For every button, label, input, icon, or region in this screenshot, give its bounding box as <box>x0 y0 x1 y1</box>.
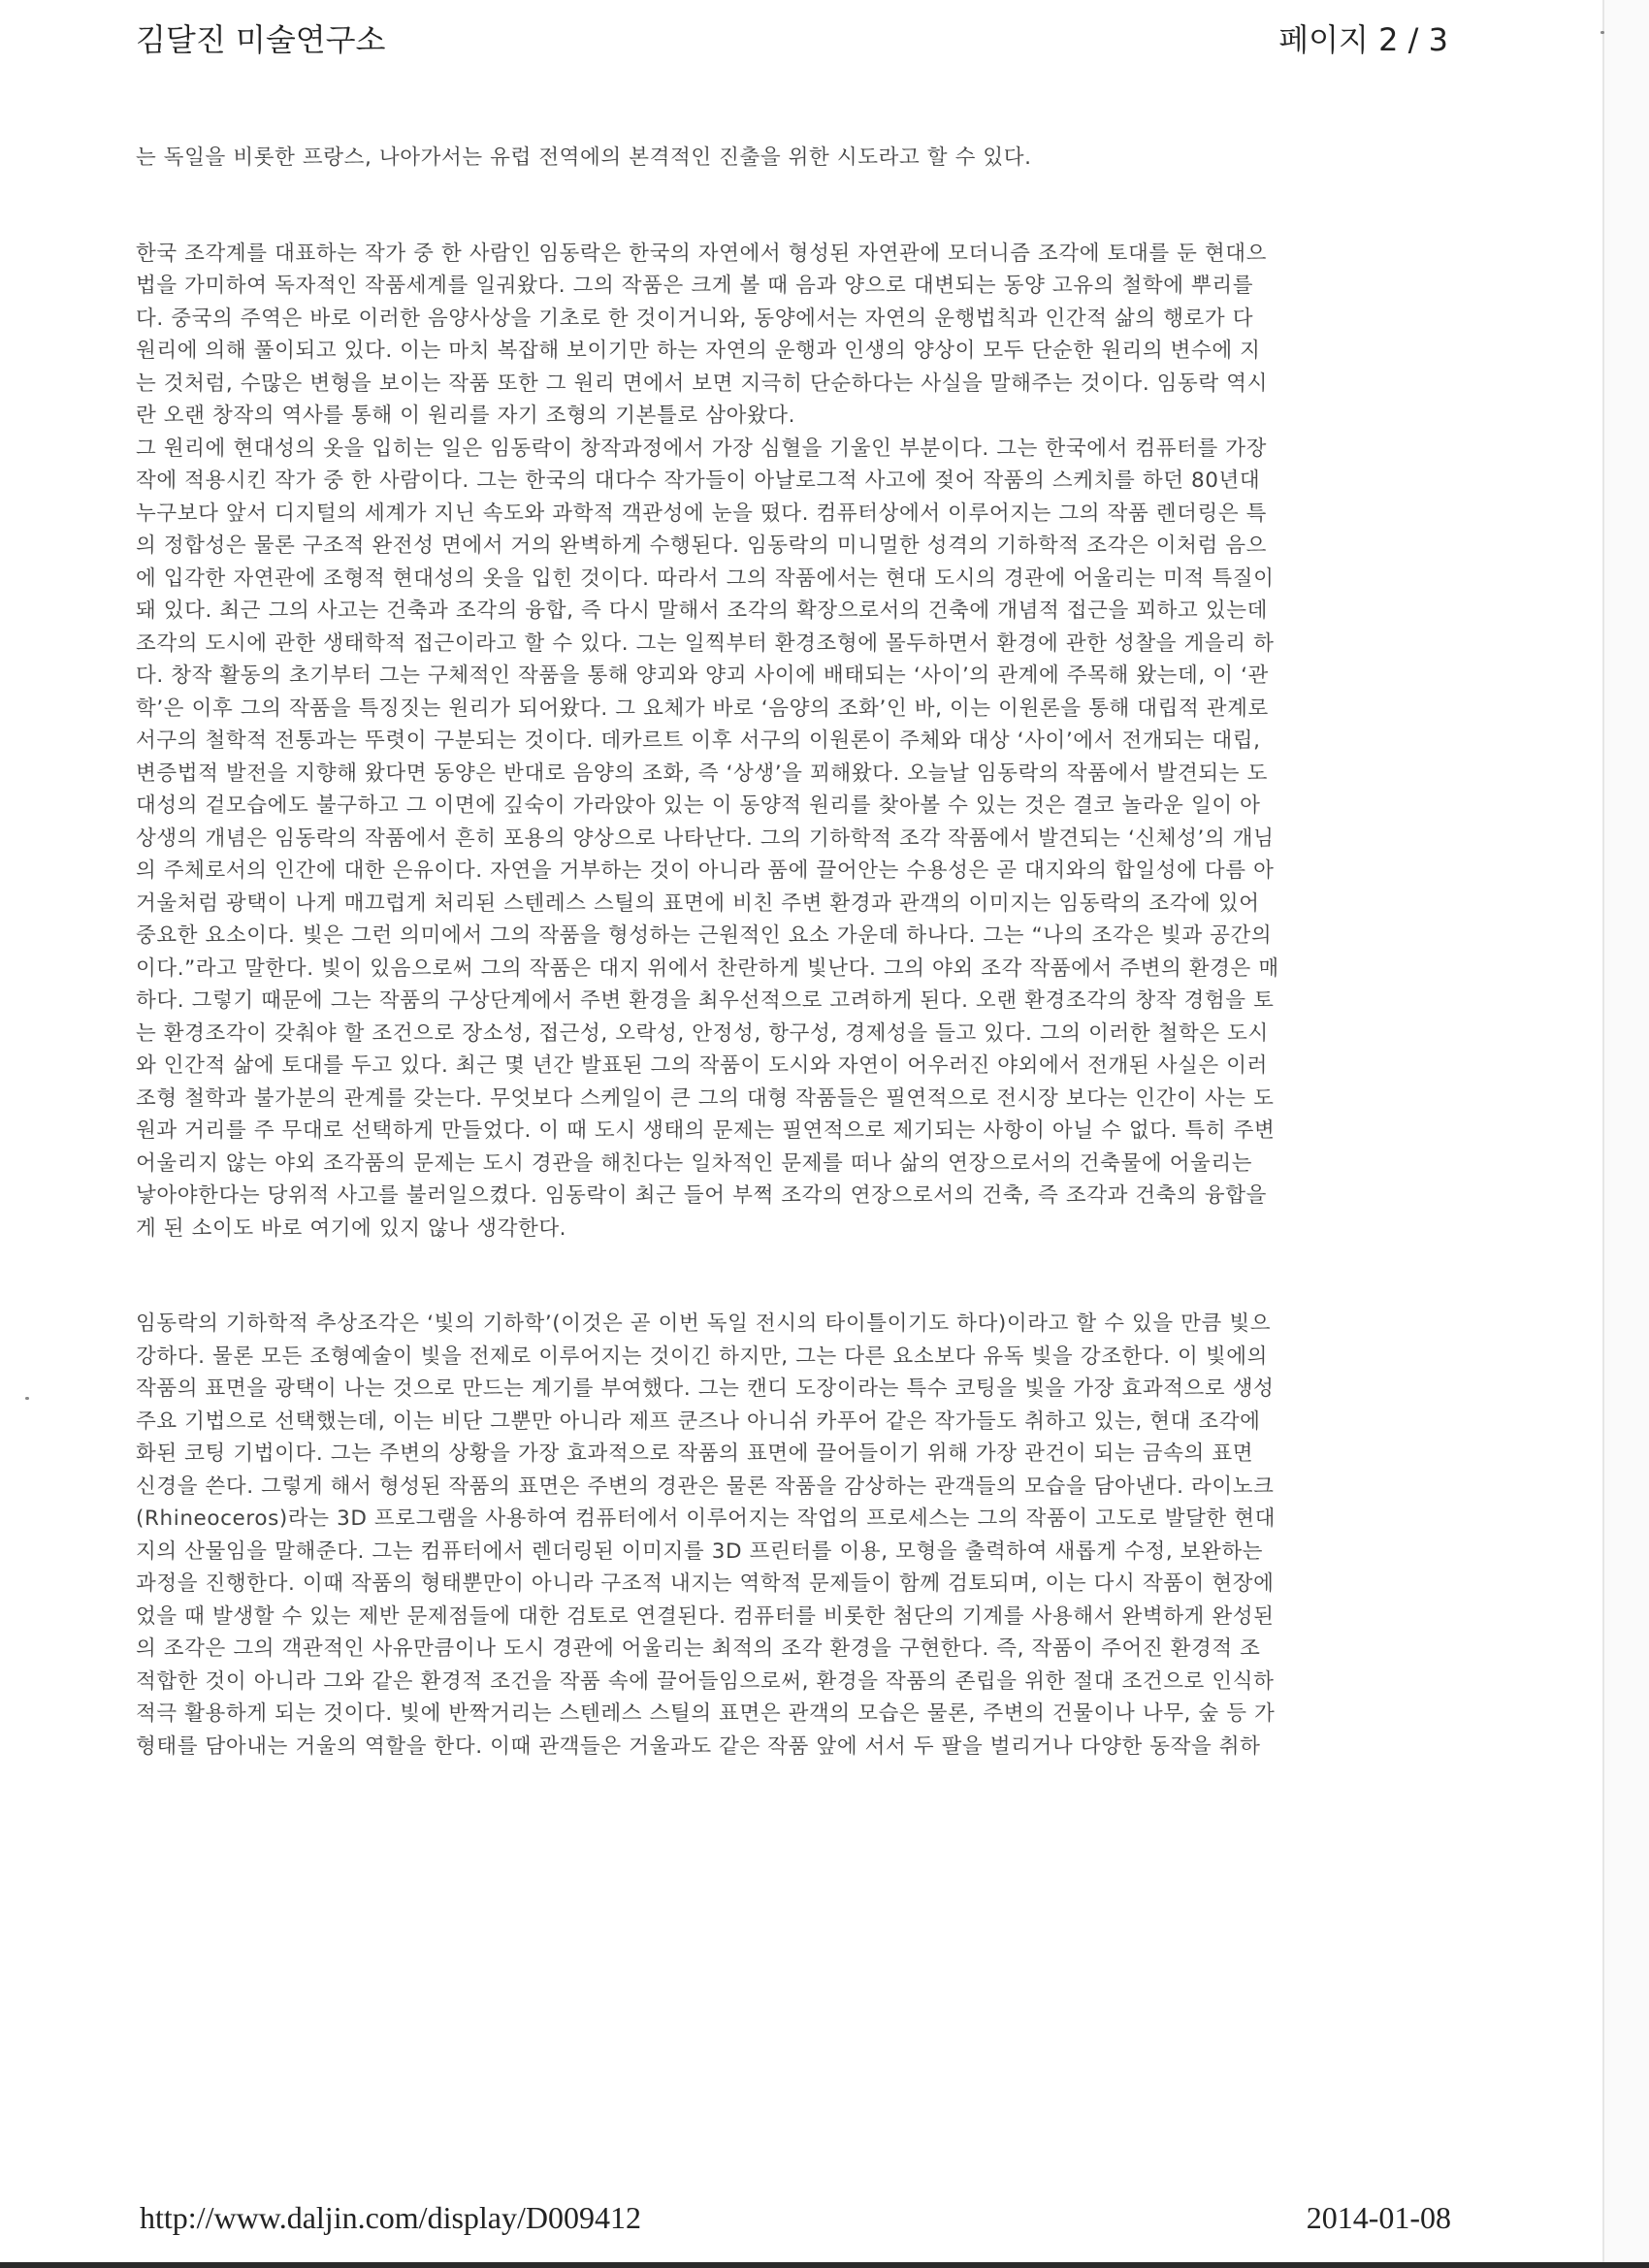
scan-speck <box>25 1397 29 1400</box>
text-line: 는 환경조각이 갖춰야 할 조건으로 장소성, 접근성, 오락성, 안정성, 항구성, 경제성을 들고 있다. 그의 이러한 철학은 도시 <box>136 1021 1269 1046</box>
text-line: 원리에 의해 풀이되고 있다. 이는 마치 복잡해 보이기만 하는 자연의 운행과 인생의 양상이 모두 단순한 원리의 변수에 지 <box>136 339 1261 363</box>
site-title: 김달진 미술연구소 <box>136 21 386 58</box>
text-line: 강하다. 물론 모든 조형예술이 빛을 전제로 이루어지는 것이긴 하지만, 그는 다른 요소보다 유독 빛을 강조한다. 이 빛에의 <box>136 1344 1268 1369</box>
scan-border <box>0 2262 1649 2268</box>
paragraph <box>136 142 1451 175</box>
text-line: 는 독일을 비롯한 프랑스, 나아가서는 유럽 전역에의 본격적인 진출을 위한 시도라고 할 수 있다. <box>136 146 1032 170</box>
text-line: 었을 때 발생할 수 있는 제반 문제점들에 대한 검토로 연결된다. 컴퓨터를 비롯한 첨단의 기계를 사용해서 완벽하게 완성된 <box>136 1604 1275 1629</box>
text-line: 중요한 요소이다. 빛은 그런 의미에서 그의 작품을 형성하는 근원적인 요소 가운데 하나다. 그는 “나의 조각은 빛과 공간의 <box>136 923 1273 948</box>
text-line: 의 주체로서의 인간에 대한 은유이다. 자연을 거부하는 것이 아니라 품에 끌어안는 수용성은 곧 대지와의 합일성에 다름 아 <box>136 859 1275 883</box>
text-line: 대성의 겉모습에도 불구하고 그 이면에 깊숙이 가라앉아 있는 이 동양적 원리를 찾아볼 수 있는 것은 결코 놀라운 일이 아 <box>136 794 1261 818</box>
text-line: 신경을 쓴다. 그렇게 해서 형성된 작품의 표면은 주변의 경관은 물론 작품을 감상하는 관객들의 모습을 담아낸다. 라이노크 <box>136 1474 1275 1499</box>
text-line: 는 것처럼, 수많은 변형을 보이는 작품 또한 그 원리 면에서 보면 지극히 단순하다는 사실을 말해주는 것이다. 임동락 역시 <box>136 371 1268 396</box>
text-line: 상생의 개념은 임동락의 작품에서 흔히 포용의 양상으로 나타난다. 그의 기하학적 조각 작품에서 발견되는 ‘신체성’의 개님 <box>136 826 1275 851</box>
text-line: 서구의 철학적 전통과는 뚜렷이 구분되는 것이다. 데카르트 이후 서구의 이원론이 주체와 대상 ‘사이’에서 전개되는 대립, <box>136 729 1261 753</box>
text-line: 누구보다 앞서 디지털의 세계가 지닌 속도와 과학적 객관성에 눈을 떴다. 컴퓨터상에서 이루어지는 그의 작품 렌더링은 특 <box>136 501 1268 526</box>
paragraph <box>136 1308 1451 1763</box>
text-line: 와 인간적 삶에 토대를 두고 있다. 최근 몇 년간 발표된 그의 작품이 도시와 자연이 어우러진 야외에서 전개된 사실은 이러 <box>136 1053 1268 1078</box>
text-line: 화된 코팅 기법이다. 그는 주변의 상황을 가장 효과적으로 작품의 표면에 끌어들이기 위해 가장 관건이 되는 금속의 표면 <box>136 1442 1254 1466</box>
text-line: (Rhineoceros)라는 3D 프로그램을 사용하여 컴퓨터에서 이루어지는 작업의 프로세스는 그의 작품이 고도로 발달한 현대 <box>136 1507 1277 1531</box>
text-line: 학’은 이후 그의 작품을 특징짓는 원리가 되어왔다. 그 요체가 바로 ‘음양의 조화’인 바, 이는 이원론을 통해 대립적 관계로 <box>136 696 1269 721</box>
text-line: 적극 활용하게 되는 것이다. 빛에 반짝거리는 스텐레스 스틸의 표면은 관객의 모습은 물론, 주변의 건물이나 나무, 숲 등 가 <box>136 1701 1276 1726</box>
source-url-link[interactable]: http://www.daljin.com/display/D009412 <box>140 2200 641 2235</box>
print-date: 2014-01-08 <box>1306 2200 1451 2235</box>
text-line: 이다.”라고 말한다. 빛이 있음으로써 그의 작품은 대지 위에서 찬란하게 빛난다. 그의 야외 조각 작품에서 주변의 환경은 매 <box>136 956 1279 981</box>
paragraph <box>136 238 1451 1246</box>
text-line: 의 조각은 그의 객관적인 사유만큼이나 도시 경관에 어울리는 최적의 조각 환경을 구현한다. 즉, 작품이 주어진 환경적 조 <box>136 1636 1261 1661</box>
text-line: 거울처럼 광택이 나게 매끄럽게 처리된 스텐레스 스틸의 표면에 비친 주변 환경과 관객의 이미지는 임동락의 조각에 있어 <box>136 891 1260 916</box>
text-line: 다. 중국의 주역은 바로 이러한 음양사상을 기초로 한 것이거니와, 동양에서는 자연의 운행법칙과 인간적 삶의 행로가 다 <box>136 306 1254 331</box>
text-line: 변증법적 발전을 지향해 왔다면 동양은 반대로 음양의 조화, 즉 ‘상생’을 꾀해왔다. 오늘날 임동락의 작품에서 발견되는 도 <box>136 761 1268 786</box>
text-line: 한국 조각계를 대표하는 작가 중 한 사람인 임동락은 한국의 자연에서 형성된 자연관에 모더니즘 조각에 토대를 둔 현대으 <box>136 241 1268 266</box>
text-line: 과정을 진행한다. 이때 작품의 형태뿐만이 아니라 구조적 내지는 역학적 문제들이 함께 검토되며, 이는 다시 작품이 현장에 <box>136 1571 1275 1596</box>
text-line: 작품의 표면을 광택이 나는 것으로 만드는 계기를 부여했다. 그는 캔디 도장이라는 특수 코팅을 빛을 가장 효과적으로 생성 <box>136 1377 1275 1401</box>
text-line: 다. 창작 활동의 초기부터 그는 구체적인 작품을 통해 양괴와 양괴 사이에 배태되는 ‘사이’의 관계에 주목해 왔는데, 이 ‘관 <box>136 664 1269 688</box>
page-indicator: 페이지 2 / 3 <box>1278 21 1448 58</box>
text-line: 법을 가미하여 독자적인 작품세계를 일궈왔다. 그의 작품은 크게 볼 때 음과 양으로 대변되는 동양 고유의 철학에 뿌리를 <box>136 274 1254 298</box>
text-line: 돼 있다. 최근 그의 사고는 건축과 조각의 융합, 즉 다시 말해서 조각의 확장으로서의 건축에 개념적 접근을 꾀하고 있는데 <box>136 599 1268 623</box>
text-line: 의 정합성은 물론 구조적 완전성 면에서 거의 완벽하게 수행된다. 임동락의 미니멀한 성격의 기하학적 조각은 이처럼 음으 <box>136 534 1268 558</box>
text-line: 임동락의 기하학적 추상조각은 ‘빛의 기하학’(이것은 곧 이번 독일 전시의 타이틀이기도 하다)이라고 할 수 있을 만큼 빛으 <box>136 1312 1272 1336</box>
text-line: 적합한 것이 아니라 그와 같은 환경적 조건을 작품 속에 끌어들임으로써, 환경을 작품의 존립을 위한 절대 조건으로 인식하 <box>136 1669 1275 1694</box>
text-line: 원과 거리를 주 무대로 선택하게 만들었다. 이 때 도시 생태의 문제는 필연적으로 제기되는 사항이 아닐 수 없다. 특히 주변 <box>136 1118 1276 1143</box>
paragraph-gap <box>136 1245 1451 1308</box>
text-line: 조형 철학과 불가분의 관계를 갖는다. 무엇보다 스케일이 큰 그의 대형 작품들은 필연적으로 전시장 보다는 인간이 사는 도 <box>136 1085 1275 1111</box>
text-line: 게 된 소이도 바로 여기에 있지 않나 생각한다. <box>136 1215 567 1241</box>
text-line: 하다. 그렇기 때문에 그는 작품의 구상단계에서 주변 환경을 최우선적으로 고려하게 된다. 오랜 환경조각의 창작 경험을 토 <box>136 988 1275 1013</box>
paragraph-gap <box>136 175 1451 238</box>
text-line: 조각의 도시에 관한 생태학적 접근이라고 할 수 있다. 그는 일찍부터 환경조형에 몰두하면서 환경에 관한 성찰을 게을리 하 <box>136 631 1275 656</box>
text-line: 그 원리에 현대성의 옷을 입히는 일은 임동락이 창작과정에서 가장 심혈을 기울인 부분이다. 그는 한국에서 컴퓨터를 가장 <box>136 436 1268 461</box>
scan-speck <box>1600 31 1604 34</box>
text-line: 란 오랜 창작의 역사를 통해 이 원리를 자기 조형의 기본틀로 삼아왔다. <box>136 404 796 428</box>
text-line: 낳아야한다는 당위적 사고를 불러일으켰다. 임동락이 최근 들어 부쩍 조각의 연장으로서의 건축, 즉 조각과 건축의 융합을 <box>136 1183 1268 1208</box>
text-line: 에 입각한 자연관에 조형적 현대성의 옷을 입힌 것이다. 따라서 그의 작품에서는 현대 도시의 경관에 어울리는 미적 특질이 <box>136 566 1275 591</box>
scan-margin <box>1604 0 1649 2268</box>
text-line: 형태를 담아내는 거울의 역할을 한다. 이때 관객들은 거울과도 같은 작품 앞에 서서 두 팔을 벌리거나 다양한 동작을 취하 <box>136 1733 1261 1759</box>
page-edge <box>1602 0 1604 2268</box>
article-body <box>136 142 1451 2091</box>
text-line: 주요 기법으로 선택했는데, 이는 비단 그뿐만 아니라 제프 쿤즈나 아니쉬 카푸어 같은 작가들도 취하고 있는, 현대 조각에 <box>136 1409 1261 1434</box>
text-line: 어울리지 않는 야외 조각품의 문제는 도시 경관을 해친다는 일차적인 문제를 떠나 삶의 연장으로서의 건축물에 어울리는 <box>136 1150 1253 1176</box>
text-line: 작에 적용시킨 작가 중 한 사람이다. 그는 한국의 대다수 작가들이 아날로그적 사고에 젖어 작품의 스케치를 하던 80년대 <box>136 469 1261 493</box>
text-line: 지의 산물임을 말해준다. 그는 컴퓨터에서 렌더링된 이미지를 3D 프린터를 이용, 모형을 출력하여 새롭게 수정, 보완하는 <box>136 1539 1264 1564</box>
